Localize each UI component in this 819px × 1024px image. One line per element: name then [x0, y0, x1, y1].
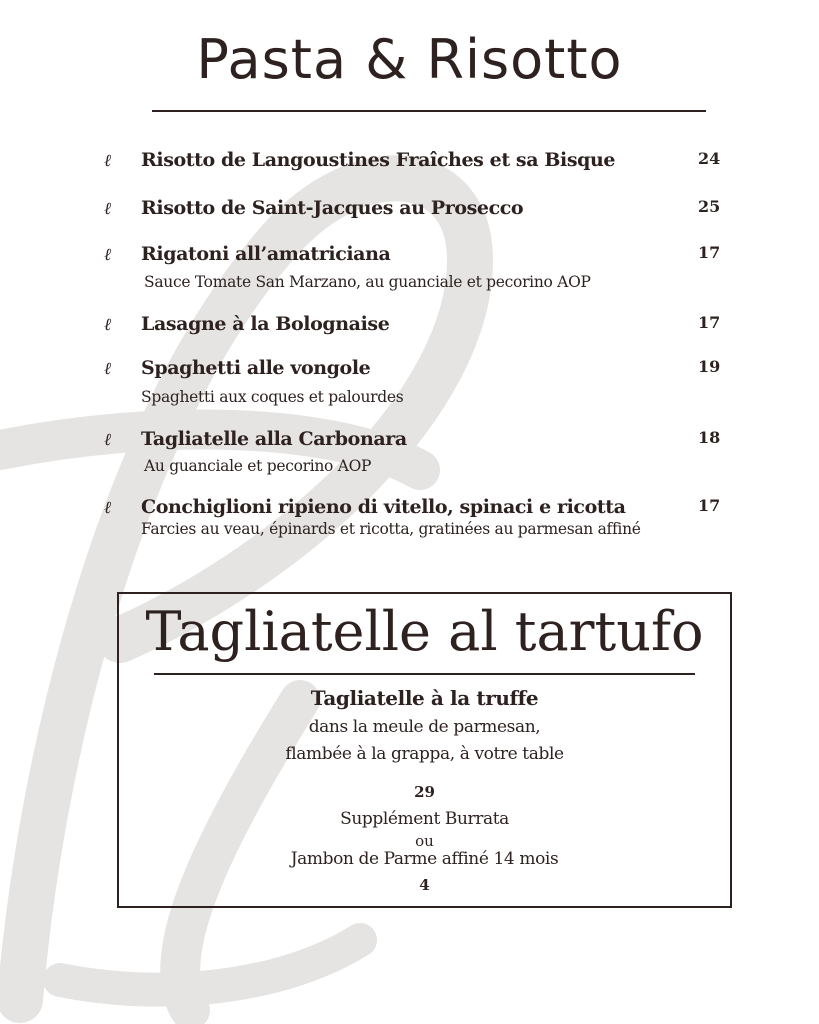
item-price: 17 [698, 243, 721, 262]
bullet-icon: ℓ [104, 498, 112, 518]
special-box [117, 592, 732, 908]
special-divider [154, 673, 695, 675]
special-desc-1: dans la meule de parmesan, [308, 717, 541, 737]
page-title: Pasta & Risotto [196, 28, 623, 91]
supplement-label-2: Jambon de Parme affiné 14 mois [290, 849, 559, 869]
special-price: 29 [414, 783, 435, 801]
supplement-or: ou [415, 832, 434, 850]
item-name: Risotto de Saint-Jacques au Prosecco [141, 197, 524, 219]
item-price: 25 [698, 197, 721, 216]
bullet-icon: ℓ [104, 315, 112, 335]
item-description: Sauce Tomate San Marzano, au guanciale et pecorino AOP [144, 273, 591, 291]
item-price: 18 [698, 428, 721, 447]
bullet-icon: ℓ [104, 151, 112, 171]
item-name: Rigatoni all’amatriciana [141, 243, 391, 265]
item-name: Conchiglioni ripieno di vitello, spinaci e ricotta [141, 496, 626, 518]
bullet-icon: ℓ [104, 199, 112, 219]
item-price: 17 [698, 496, 721, 515]
item-name: Risotto de Langoustines Fraîches et sa Bisque [141, 149, 616, 171]
item-description: Au guanciale et pecorino AOP [144, 457, 372, 475]
bullet-icon: ℓ [104, 245, 112, 265]
item-price: 24 [698, 149, 721, 168]
special-desc-2: flambée à la grappa, à votre table [285, 744, 564, 764]
special-title: Tagliatelle al tartufo [145, 600, 704, 663]
supplement-label: Supplément Burrata [340, 809, 509, 829]
item-name: Tagliatelle alla Carbonara [141, 428, 407, 450]
item-name: Spaghetti alle vongole [141, 357, 371, 379]
bullet-icon: ℓ [104, 430, 112, 450]
bullet-icon: ℓ [104, 359, 112, 379]
item-description: Spaghetti aux coques et palourdes [141, 388, 404, 406]
item-name: Lasagne à la Bolognaise [141, 313, 390, 335]
item-price: 17 [698, 313, 721, 332]
item-price: 19 [698, 357, 721, 376]
item-description: Farcies au veau, épinards et ricotta, gratinées au parmesan affiné [141, 520, 641, 538]
special-subtitle: Tagliatelle à la truffe [310, 686, 539, 710]
title-divider [152, 110, 706, 112]
supplement-price: 4 [419, 876, 430, 894]
